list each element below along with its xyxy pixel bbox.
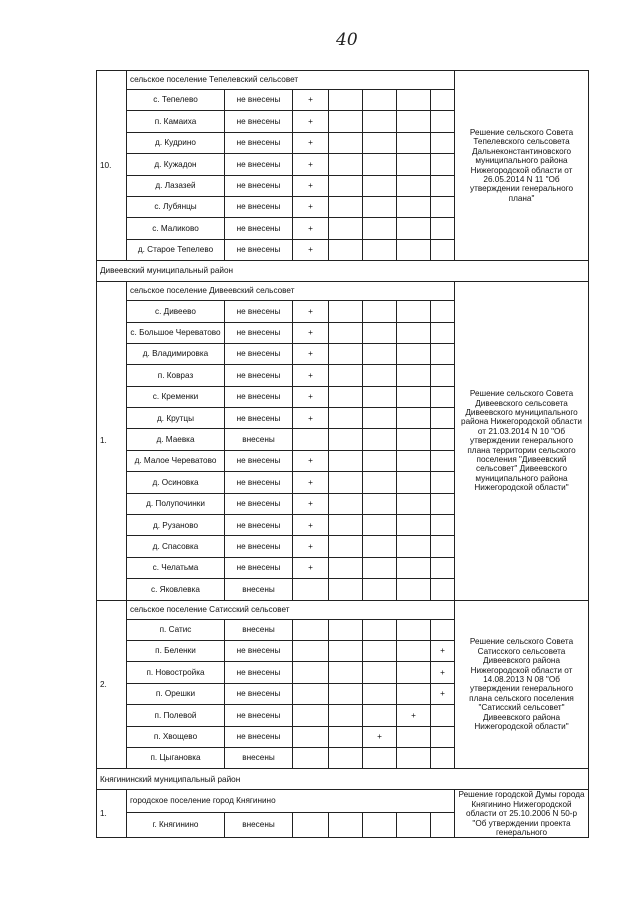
district-row (97, 769, 589, 790)
changes-status: не внесены (225, 154, 293, 175)
mark-cell (329, 726, 363, 747)
decision-text: Решение сельского Совета Сатисского сельсовета Дивеевского района Нижегородской области от 14.08.2013 N 08 "Об утверждении генерального плана сельского поселения "Сатисский сельсовет" Дивеевского района Нижегородской области" (455, 600, 589, 769)
mark-cell (363, 429, 397, 450)
locality-name: п. Беленки (127, 640, 225, 661)
changes-status: не внесены (225, 196, 293, 217)
mark-cell (397, 365, 431, 386)
mark-cell (431, 619, 455, 640)
changes-status: внесены (225, 579, 293, 600)
locality-name: п. Орешки (127, 683, 225, 704)
mark-cell (329, 322, 363, 343)
settlement-name: городское поселение город Княгинино (127, 790, 455, 813)
mark-cell (431, 90, 455, 111)
locality-name: д. Полупочинки (127, 493, 225, 514)
mark-cell: + (293, 515, 329, 536)
changes-status: не внесены (225, 301, 293, 322)
changes-status: не внесены (225, 408, 293, 429)
locality-name: д. Осиновка (127, 472, 225, 493)
mark-cell (397, 640, 431, 661)
mark-cell: + (293, 322, 329, 343)
mark-cell (329, 365, 363, 386)
mark-cell (329, 301, 363, 322)
mark-cell (363, 90, 397, 111)
mark-cell (397, 812, 431, 837)
mark-cell (397, 154, 431, 175)
mark-cell: + (293, 472, 329, 493)
mark-cell (293, 429, 329, 450)
locality-name: д. Лазазей (127, 175, 225, 196)
locality-name: с. Лубянцы (127, 196, 225, 217)
mark-cell (431, 493, 455, 514)
mark-cell (363, 450, 397, 471)
locality-name: п. Хвощево (127, 726, 225, 747)
mark-cell (431, 111, 455, 132)
mark-cell (329, 683, 363, 704)
locality-name: с. Маликово (127, 218, 225, 239)
mark-cell (363, 705, 397, 726)
mark-cell (363, 579, 397, 600)
mark-cell (329, 640, 363, 661)
changes-status: не внесены (225, 343, 293, 364)
changes-status: не внесены (225, 493, 293, 514)
changes-status: внесены (225, 812, 293, 837)
changes-status: не внесены (225, 683, 293, 704)
locality-name: д. Маевка (127, 429, 225, 450)
mark-cell (329, 515, 363, 536)
mark-cell (397, 90, 431, 111)
mark-cell: + (293, 450, 329, 471)
changes-status: не внесены (225, 557, 293, 578)
changes-status: не внесены (225, 111, 293, 132)
mark-cell (397, 132, 431, 153)
locality-name: д. Крутцы (127, 408, 225, 429)
mark-cell (397, 322, 431, 343)
mark-cell: + (293, 536, 329, 557)
mark-cell (329, 705, 363, 726)
mark-cell (329, 493, 363, 514)
settlement-number: 1. (97, 282, 127, 600)
locality-name: с. Тепелево (127, 90, 225, 111)
decision-text: Решение сельского Совета Дивеевского сельсовета Дивеевского муниципального района Нижегородской области от 21.03.2014 N 10 "Об утверждении генерального плана территории сельского поселения "Дивеевский сельсовет" Дивеевского муниципального района Нижегородской области" (455, 282, 589, 600)
locality-name: д. Кужадон (127, 154, 225, 175)
mark-cell (329, 429, 363, 450)
mark-cell (329, 154, 363, 175)
mark-cell (329, 386, 363, 407)
changes-status: не внесены (225, 726, 293, 747)
mark-cell: + (293, 90, 329, 111)
page-number: 40 (336, 30, 358, 50)
mark-cell (431, 726, 455, 747)
mark-cell (397, 747, 431, 768)
mark-cell (363, 111, 397, 132)
mark-cell: + (293, 408, 329, 429)
mark-cell (363, 218, 397, 239)
mark-cell: + (293, 132, 329, 153)
settlement-name: сельское поселение Дивеевский сельсовет (127, 282, 455, 301)
district-row (97, 261, 589, 282)
mark-cell (431, 301, 455, 322)
mark-cell: + (431, 683, 455, 704)
district-label: Княгининский муниципальный район (97, 769, 589, 790)
mark-cell (329, 239, 363, 260)
locality-name: с. Большое Череватово (127, 322, 225, 343)
settlement-row (97, 282, 589, 301)
settlements-table (96, 70, 589, 838)
locality-name: п. Сатис (127, 619, 225, 640)
district-label: Дивеевский муниципальный район (97, 261, 589, 282)
locality-name: с. Яковлевка (127, 579, 225, 600)
settlement-number: 10. (97, 71, 127, 261)
mark-cell (293, 579, 329, 600)
mark-cell (397, 450, 431, 471)
mark-cell: + (431, 640, 455, 661)
mark-cell (363, 472, 397, 493)
mark-cell (329, 343, 363, 364)
mark-cell (363, 662, 397, 683)
mark-cell (363, 557, 397, 578)
mark-cell (431, 239, 455, 260)
mark-cell (329, 408, 363, 429)
mark-cell (363, 640, 397, 661)
decision-text: Решение городской Думы города Княгинино Нижегородской области от 25.10.2006 N 50-р "Об утверждении проекта генерального (455, 790, 589, 838)
mark-cell (397, 515, 431, 536)
mark-cell (431, 322, 455, 343)
mark-cell (431, 154, 455, 175)
changes-status: внесены (225, 429, 293, 450)
mark-cell (431, 536, 455, 557)
locality-name: д. Старое Тепелево (127, 239, 225, 260)
settlement-number: 1. (97, 790, 127, 838)
mark-cell (397, 386, 431, 407)
mark-cell (397, 175, 431, 196)
changes-status: не внесены (225, 132, 293, 153)
mark-cell (329, 619, 363, 640)
mark-cell (363, 747, 397, 768)
mark-cell (431, 218, 455, 239)
changes-status: не внесены (225, 640, 293, 661)
mark-cell: + (397, 705, 431, 726)
mark-cell (431, 132, 455, 153)
mark-cell (397, 472, 431, 493)
mark-cell (363, 132, 397, 153)
changes-status: не внесены (225, 536, 293, 557)
changes-status: не внесены (225, 450, 293, 471)
locality-name: д. Рузаново (127, 515, 225, 536)
mark-cell: + (293, 175, 329, 196)
changes-status: внесены (225, 747, 293, 768)
mark-cell (431, 557, 455, 578)
mark-cell (329, 111, 363, 132)
mark-cell: + (293, 557, 329, 578)
mark-cell (397, 683, 431, 704)
mark-cell: + (293, 218, 329, 239)
mark-cell (363, 154, 397, 175)
changes-status: не внесены (225, 175, 293, 196)
mark-cell (431, 472, 455, 493)
mark-cell (431, 812, 455, 837)
mark-cell (397, 301, 431, 322)
locality-name: г. Княгинино (127, 812, 225, 837)
mark-cell (397, 111, 431, 132)
locality-name: п. Цыгановка (127, 747, 225, 768)
locality-name: п. Новостройка (127, 662, 225, 683)
mark-cell (431, 365, 455, 386)
mark-cell: + (363, 726, 397, 747)
mark-cell (363, 365, 397, 386)
mark-cell (397, 218, 431, 239)
locality-name: с. Кременки (127, 386, 225, 407)
settlement-row (97, 71, 589, 90)
mark-cell (363, 301, 397, 322)
mark-cell (363, 175, 397, 196)
locality-name: д. Владимировка (127, 343, 225, 364)
mark-cell (293, 640, 329, 661)
mark-cell: + (293, 154, 329, 175)
changes-status: не внесены (225, 386, 293, 407)
mark-cell: + (293, 196, 329, 217)
changes-status: не внесены (225, 90, 293, 111)
mark-cell (431, 515, 455, 536)
mark-cell (431, 386, 455, 407)
decision-text: Решение сельского Совета Тепелевского сельсовета Дальнеконстантиновского муниципального района Нижегородской области от 26.05.2014 N 11 "Об утверждении генерального плана" (455, 71, 589, 261)
changes-status: не внесены (225, 365, 293, 386)
mark-cell (397, 536, 431, 557)
settlement-name: сельское поселение Тепелевский сельсовет (127, 71, 455, 90)
mark-cell (363, 408, 397, 429)
mark-cell (431, 175, 455, 196)
mark-cell (293, 812, 329, 837)
locality-name: п. Ковраз (127, 365, 225, 386)
mark-cell: + (293, 493, 329, 514)
mark-cell (329, 472, 363, 493)
mark-cell (329, 579, 363, 600)
mark-cell: + (431, 662, 455, 683)
changes-status: не внесены (225, 705, 293, 726)
mark-cell (363, 322, 397, 343)
changes-status: не внесены (225, 239, 293, 260)
locality-name: д. Кудрино (127, 132, 225, 153)
mark-cell: + (293, 343, 329, 364)
mark-cell (363, 343, 397, 364)
settlement-name: сельское поселение Сатисский сельсовет (127, 600, 455, 619)
mark-cell (397, 619, 431, 640)
mark-cell (431, 429, 455, 450)
mark-cell (329, 196, 363, 217)
mark-cell (397, 196, 431, 217)
mark-cell: + (293, 301, 329, 322)
changes-status: внесены (225, 619, 293, 640)
mark-cell (397, 239, 431, 260)
locality-name: с. Челатьма (127, 557, 225, 578)
changes-status: не внесены (225, 322, 293, 343)
changes-status: не внесены (225, 515, 293, 536)
mark-cell (329, 218, 363, 239)
mark-cell: + (293, 239, 329, 260)
mark-cell (293, 726, 329, 747)
mark-cell (293, 683, 329, 704)
mark-cell (363, 493, 397, 514)
locality-name: д. Малое Череватово (127, 450, 225, 471)
mark-cell (329, 90, 363, 111)
mark-cell (363, 386, 397, 407)
locality-name: д. Спасовка (127, 536, 225, 557)
mark-cell (363, 196, 397, 217)
mark-cell (329, 175, 363, 196)
mark-cell (363, 239, 397, 260)
mark-cell (431, 747, 455, 768)
mark-cell: + (293, 111, 329, 132)
mark-cell (329, 812, 363, 837)
mark-cell (363, 812, 397, 837)
mark-cell: + (293, 365, 329, 386)
locality-name: п. Камаиха (127, 111, 225, 132)
mark-cell (431, 196, 455, 217)
mark-cell (431, 450, 455, 471)
mark-cell (363, 619, 397, 640)
mark-cell (329, 747, 363, 768)
changes-status: не внесены (225, 218, 293, 239)
mark-cell (397, 408, 431, 429)
mark-cell (363, 536, 397, 557)
locality-name: с. Дивеево (127, 301, 225, 322)
mark-cell (293, 662, 329, 683)
mark-cell (397, 579, 431, 600)
mark-cell (293, 747, 329, 768)
mark-cell (363, 515, 397, 536)
mark-cell (397, 726, 431, 747)
mark-cell (397, 343, 431, 364)
locality-name: п. Полевой (127, 705, 225, 726)
settlement-row (97, 600, 589, 619)
mark-cell (329, 132, 363, 153)
settlement-number: 2. (97, 600, 127, 769)
changes-status: не внесены (225, 472, 293, 493)
changes-status: не внесены (225, 662, 293, 683)
mark-cell (397, 662, 431, 683)
mark-cell (431, 343, 455, 364)
mark-cell (293, 705, 329, 726)
mark-cell (431, 408, 455, 429)
mark-cell: + (293, 386, 329, 407)
mark-cell (397, 557, 431, 578)
mark-cell (329, 557, 363, 578)
mark-cell (363, 683, 397, 704)
mark-cell (329, 450, 363, 471)
mark-cell (397, 493, 431, 514)
mark-cell (397, 429, 431, 450)
settlement-row (97, 790, 589, 813)
mark-cell (431, 705, 455, 726)
mark-cell (293, 619, 329, 640)
mark-cell (431, 579, 455, 600)
mark-cell (329, 662, 363, 683)
mark-cell (329, 536, 363, 557)
